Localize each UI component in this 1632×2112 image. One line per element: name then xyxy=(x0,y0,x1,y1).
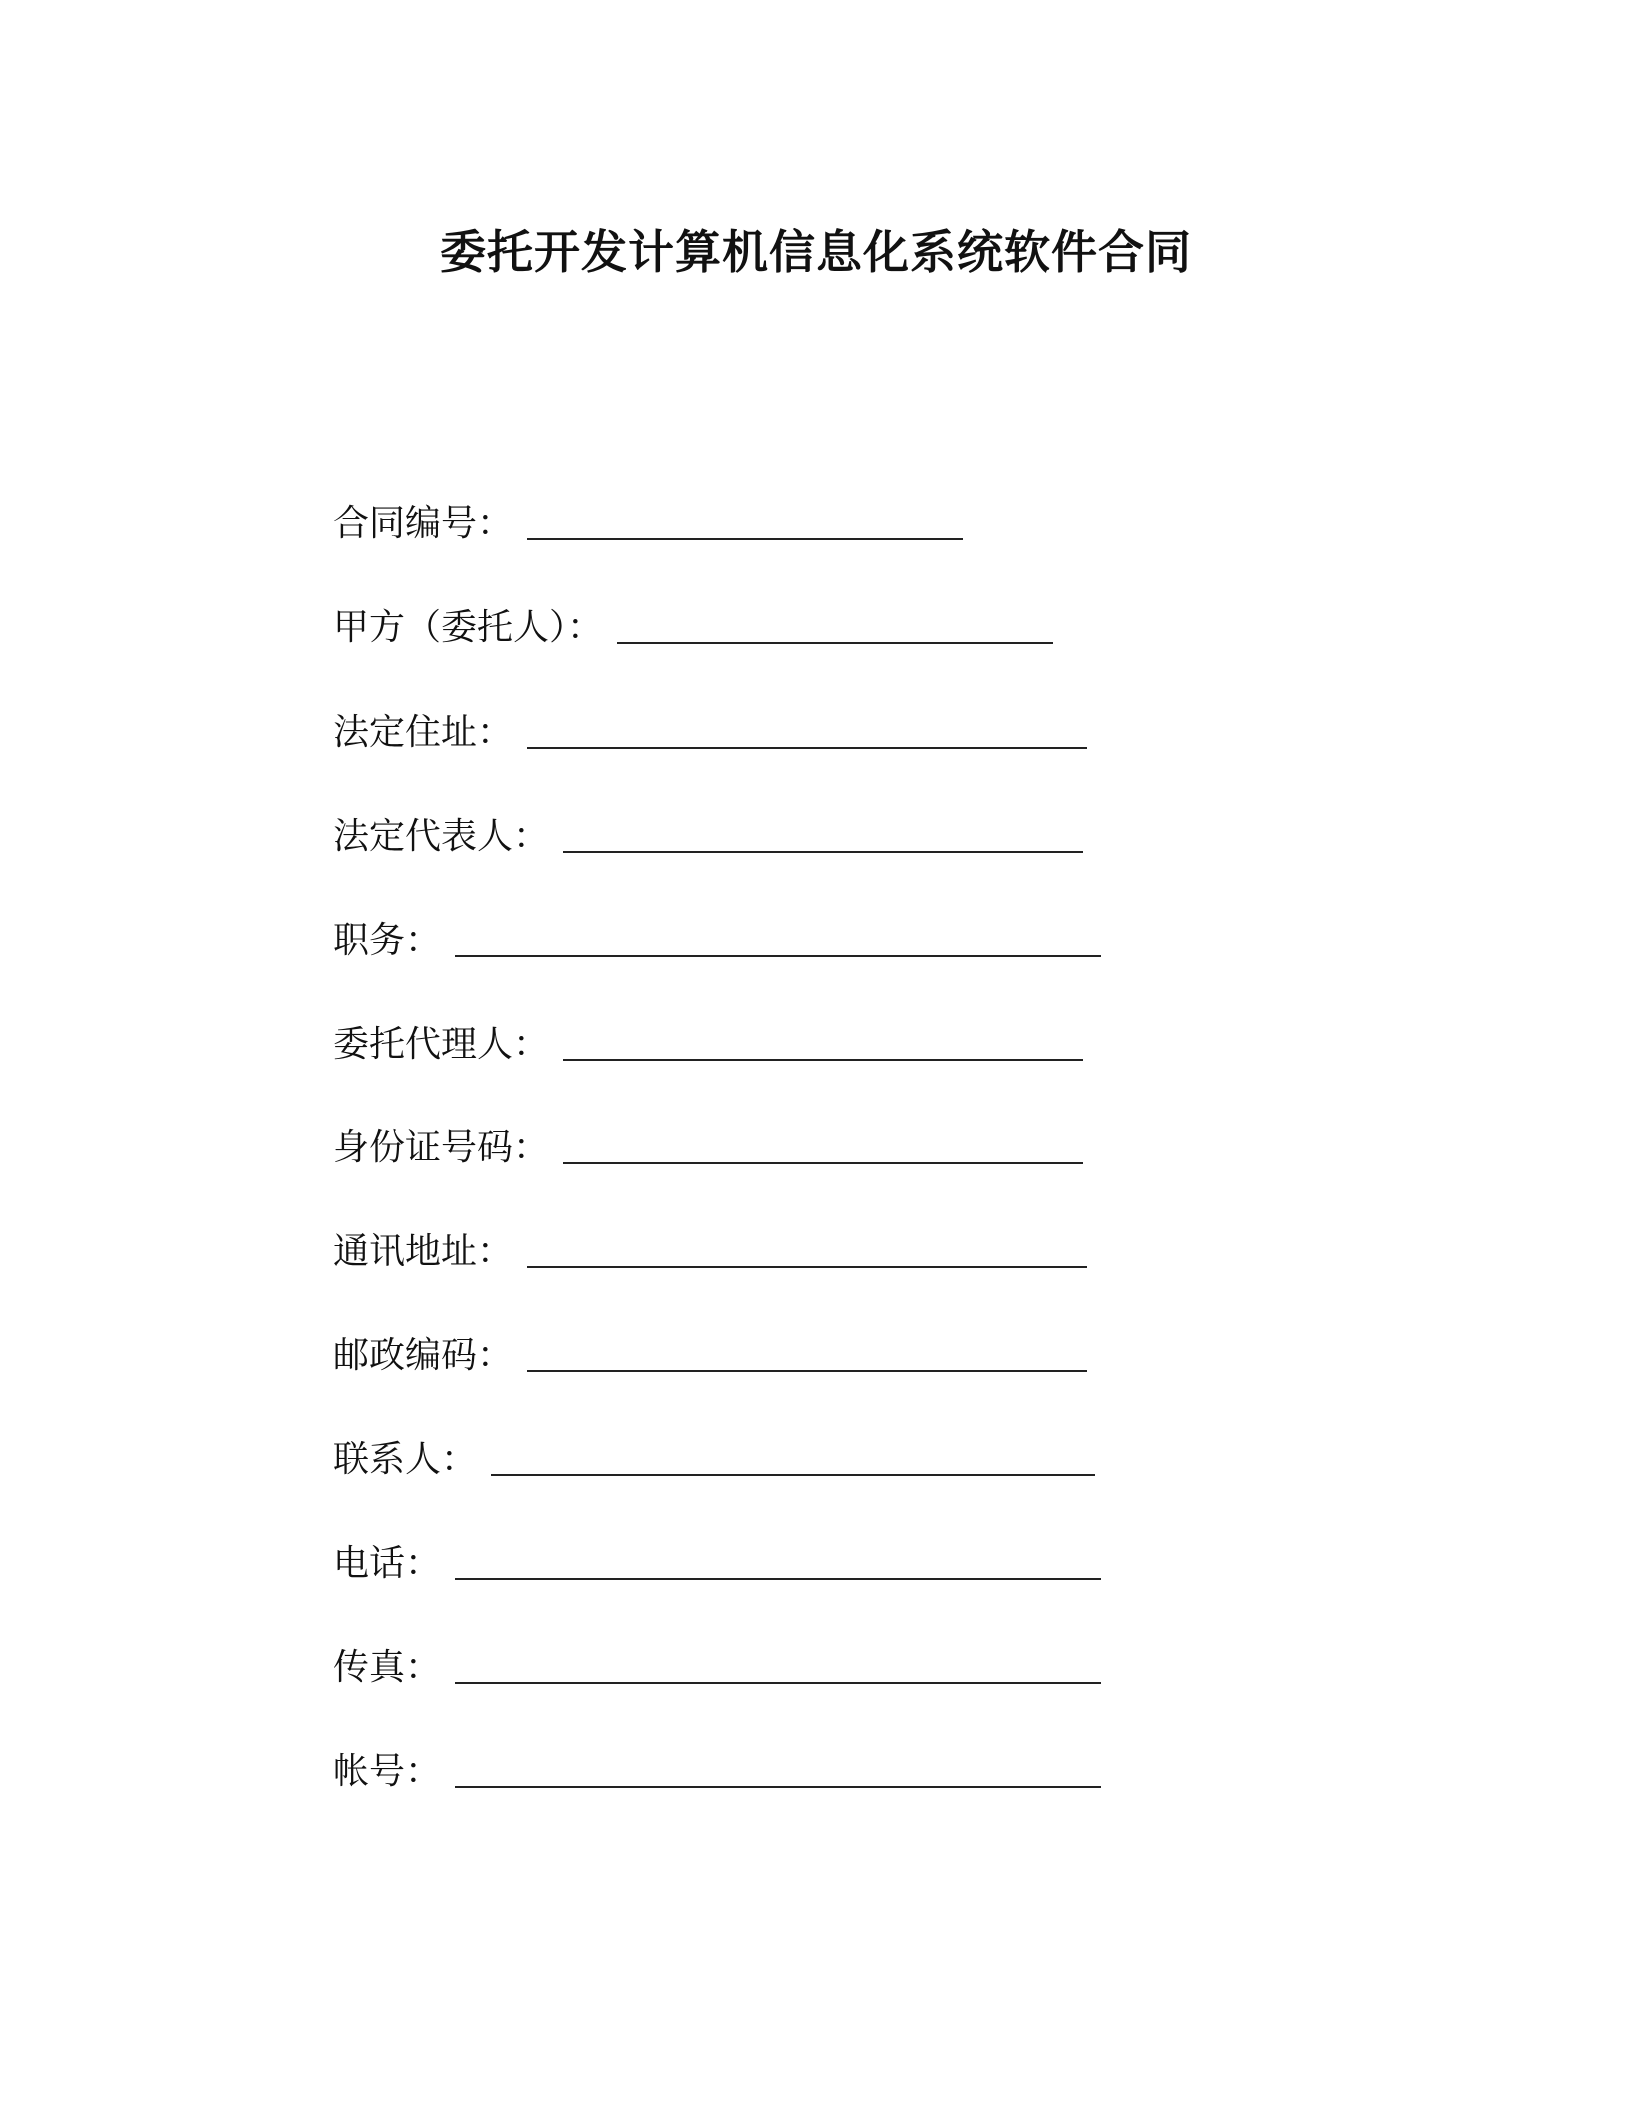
field-legal-address xyxy=(333,697,1087,757)
field-label: 身份证号码： xyxy=(333,1127,550,1168)
field-id-number xyxy=(333,1112,1083,1172)
field-label: 法定住址： xyxy=(333,712,514,753)
field-party-a xyxy=(333,592,1053,652)
field-fax xyxy=(333,1632,1101,1692)
field-phone xyxy=(333,1528,1101,1588)
fill-in-line[interactable] xyxy=(527,747,1087,749)
fill-in-line[interactable] xyxy=(455,1682,1101,1684)
fill-in-line[interactable] xyxy=(527,1370,1087,1372)
field-label: 传真： xyxy=(333,1647,442,1688)
field-legal-representative xyxy=(333,801,1083,861)
field-label: 联系人： xyxy=(333,1439,478,1480)
fill-in-line[interactable] xyxy=(527,1266,1087,1268)
field-label: 委托代理人： xyxy=(333,1024,550,1065)
fill-in-line[interactable] xyxy=(455,1578,1101,1580)
fill-in-line[interactable] xyxy=(563,851,1083,853)
field-label: 职务： xyxy=(333,920,442,961)
fill-in-line[interactable] xyxy=(527,538,963,540)
field-label: 帐号： xyxy=(333,1751,442,1792)
field-account-number xyxy=(333,1736,1101,1796)
fill-in-line[interactable] xyxy=(455,1786,1101,1788)
fill-in-line[interactable] xyxy=(491,1474,1095,1476)
field-label: 邮政编码： xyxy=(333,1335,514,1376)
fill-in-line[interactable] xyxy=(563,1059,1083,1061)
field-label: 合同编号： xyxy=(333,503,514,544)
field-agent xyxy=(333,1009,1083,1069)
field-contract-number xyxy=(333,488,963,548)
field-postal-code xyxy=(333,1320,1087,1380)
field-position xyxy=(333,905,1101,965)
field-label: 甲方（委托人）： xyxy=(333,607,604,648)
field-label: 法定代表人： xyxy=(333,816,550,857)
fill-in-line[interactable] xyxy=(617,642,1053,644)
field-label: 通讯地址： xyxy=(333,1231,514,1272)
field-label: 电话： xyxy=(333,1543,442,1584)
field-mailing-address xyxy=(333,1216,1087,1276)
fill-in-line[interactable] xyxy=(455,955,1101,957)
fill-in-line[interactable] xyxy=(563,1162,1083,1164)
document-title: 委托开发计算机信息化系统软件合同 xyxy=(440,225,1192,279)
field-contact-person xyxy=(333,1424,1095,1484)
